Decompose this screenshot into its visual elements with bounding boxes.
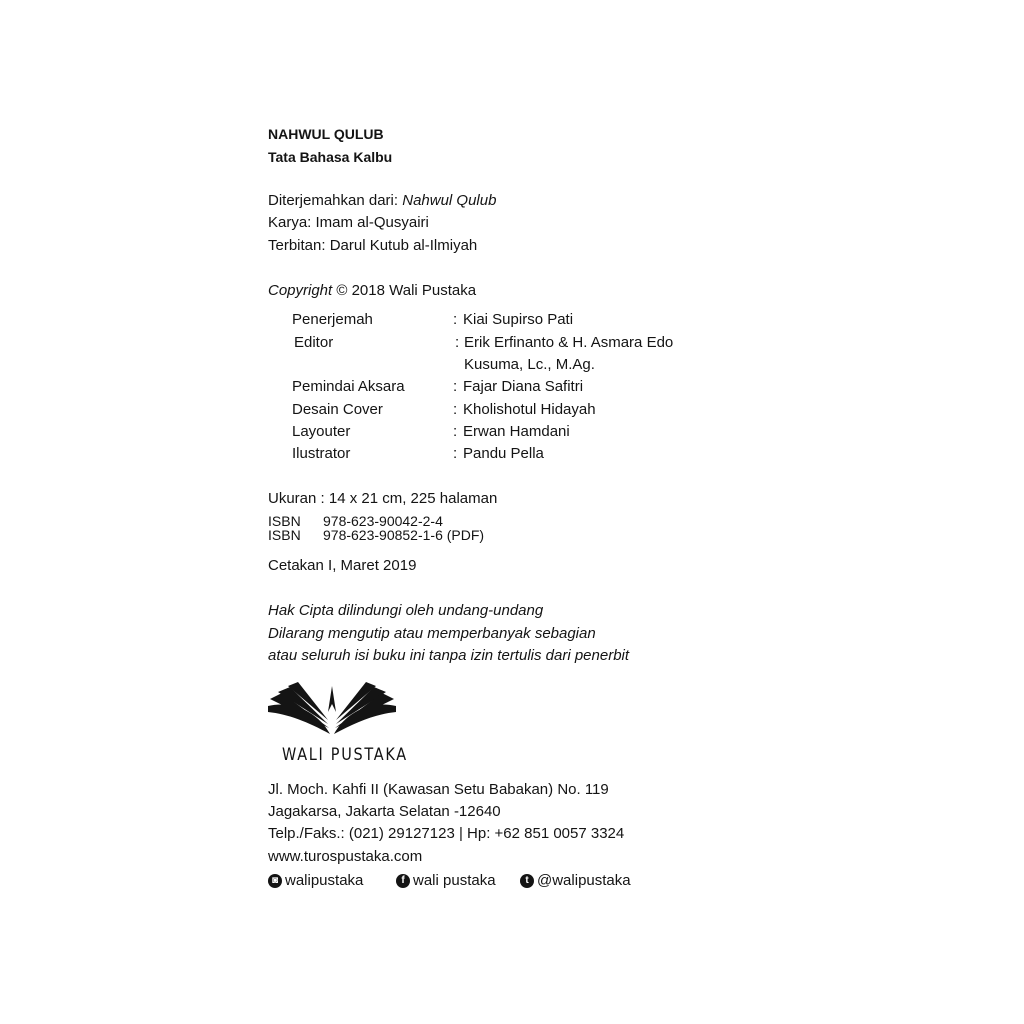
facebook-icon: f bbox=[396, 874, 410, 888]
instagram-icon: ◙ bbox=[268, 874, 282, 888]
credit-label: Desain Cover bbox=[292, 401, 383, 418]
credit-colon: : bbox=[453, 378, 458, 395]
credit-colon: : bbox=[453, 423, 458, 440]
credit-value: Erik Erfinanto & H. Asmara Edo bbox=[464, 334, 674, 351]
isbn-label: ISBN bbox=[268, 527, 301, 543]
credit-value: Kholishotul Hidayah bbox=[463, 401, 596, 418]
credit-label: Editor bbox=[294, 334, 334, 351]
open-book-logo-icon bbox=[268, 682, 396, 742]
isbn-value: 978-623-90042-2-4 bbox=[323, 513, 443, 529]
credit-colon: : bbox=[453, 445, 458, 462]
credit-colon: : bbox=[453, 401, 458, 418]
credit-value-continued: Kusuma, Lc., M.Ag. bbox=[464, 356, 595, 373]
credit-value: Fajar Diana Safitri bbox=[463, 378, 584, 395]
facebook-handle: wali pustaka bbox=[413, 872, 496, 889]
social-facebook bbox=[396, 871, 496, 891]
credit-value: Pandu Pella bbox=[463, 445, 544, 462]
credit-colon: : bbox=[455, 334, 460, 351]
social-instagram bbox=[268, 871, 363, 891]
address-line: Jagakarsa, Jakarta Selatan -12640 bbox=[268, 803, 501, 820]
rights-line: atau seluruh isi buku ini tanpa izin tertulis dari penerbit bbox=[268, 647, 630, 664]
rights-line: Hak Cipta dilindungi oleh undang-undang bbox=[268, 602, 544, 619]
translated-from-value: Nahwul Qulub bbox=[402, 192, 497, 209]
twitter-icon: t bbox=[520, 874, 534, 888]
social-twitter bbox=[520, 871, 631, 891]
credit-label: Layouter bbox=[292, 423, 351, 440]
credit-colon: : bbox=[453, 311, 458, 328]
book-subtitle: Tata Bahasa Kalbu bbox=[268, 149, 393, 165]
translated-from bbox=[268, 191, 496, 211]
isbn-label: ISBN bbox=[268, 513, 301, 529]
website-line: www.turospustaka.com bbox=[268, 848, 423, 865]
edition-line: Cetakan I, Maret 2019 bbox=[268, 557, 417, 574]
translated-from-label: Diterjemahkan dari: bbox=[268, 192, 403, 209]
twitter-handle: @walipustaka bbox=[537, 872, 631, 889]
author-line: Karya: Imam al-Qusyairi bbox=[268, 214, 429, 231]
credit-label: Penerjemah bbox=[292, 311, 373, 328]
credit-label: Ilustrator bbox=[292, 445, 351, 462]
credit-label: Pemindai Aksara bbox=[292, 378, 405, 395]
original-publisher-line: Terbitan: Darul Kutub al-Ilmiyah bbox=[268, 237, 478, 254]
phone-line: Telp./Faks.: (021) 29127123 | Hp: +62 851 0057 3324 bbox=[268, 825, 625, 842]
instagram-handle: walipustaka bbox=[285, 872, 364, 889]
rights-line: Dilarang mengutip atau memperbanyak sebagian bbox=[268, 625, 596, 642]
size-line: Ukuran : 14 x 21 cm, 225 halaman bbox=[268, 490, 498, 507]
copyright-rest: © 2018 Wali Pustaka bbox=[332, 282, 477, 299]
credit-value: Kiai Supirso Pati bbox=[463, 311, 574, 328]
book-title: NAHWUL QULUB bbox=[268, 126, 384, 142]
isbn-value: 978-623-90852-1-6 (PDF) bbox=[323, 527, 485, 543]
copyright-page bbox=[268, 0, 968, 1024]
logo-wordmark: WALI PUSTAKA bbox=[282, 745, 408, 765]
credit-value: Erwan Hamdani bbox=[463, 423, 570, 440]
copyright-line bbox=[268, 281, 476, 301]
address-line: Jl. Moch. Kahfi II (Kawasan Setu Babakan) No. 119 bbox=[268, 781, 609, 798]
copyright-word: Copyright bbox=[268, 282, 333, 299]
